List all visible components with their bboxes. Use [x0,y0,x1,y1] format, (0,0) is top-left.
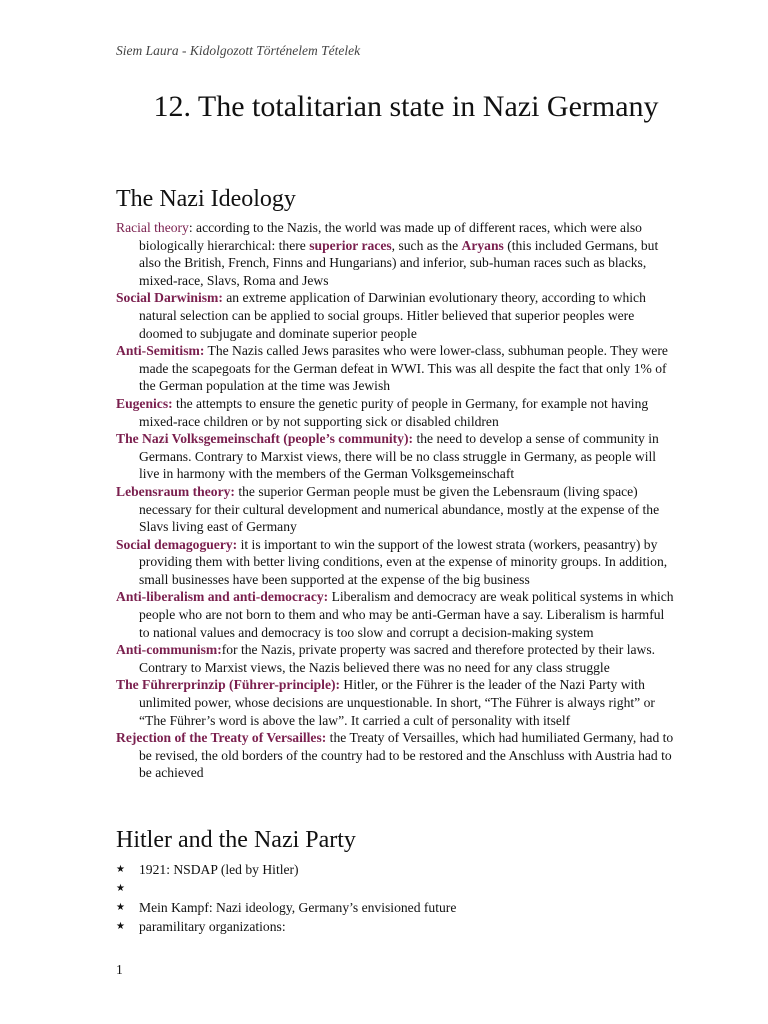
running-header: Siem Laura - Kidolgozott Történelem Tételek [116,43,361,58]
page-number: 1 [116,962,123,977]
term-label: Anti-communism: [116,642,222,658]
term-text: The Nazis called Jews parasites who were lower-class, subhuman people. They were made the scapegoats for the German defeat in WWI. This was all despite the fact that only 1% of the German population at the time was Jewish [139,343,668,394]
ideology-term-list [116,219,676,782]
term-label: Social Darwinism: [116,290,223,306]
term-social-demagoguery [116,536,676,589]
star-icon: ★ [116,921,125,932]
term-label: Rejection of the Treaty of Versailles: [116,730,327,746]
term-text: the need to develop a sense of community in Germans. Contrary to Marxist views, there will be no class struggle in Germany, as people will live in harmony with the members of the German Volksgemeinschaft [139,431,659,482]
list-item-text: paramilitary organizations: [139,919,286,934]
term-versailles [116,729,676,782]
term-label: The Nazi Volksgemeinschaft (people’s community): [116,431,414,447]
term-text: the superior German people must be given the Lebensraum (living space) necessary for their cultural development and numerical abundance, mostly at the expense of the Slavs living east of Germany [139,483,660,535]
term-label: Racial theory [116,220,189,235]
section-heading-ideology: The Nazi Ideology [116,186,296,212]
term-fuhrerprinzip [116,676,676,729]
star-icon: ★ [116,864,125,875]
term-label: Lebensraum theory: [116,483,235,499]
list-item-text: 1921: NSDAP (led by Hitler) [139,862,299,877]
term-eugenics [116,395,676,430]
term-anti-semitism [116,342,676,395]
term-label: Anti-liberalism and anti-democracy: [116,589,329,605]
term-label: Social demagoguery: [116,536,238,552]
term-text: the attempts to ensure the genetic purity of people in Germany, for example not having mixed-race children or by not supporting sick or disabled children [139,395,649,429]
term-lebensraum [116,483,676,536]
term-volksgemeinschaft [116,430,676,483]
term-racial-theory [116,219,676,289]
highlight-aryans: Aryans [461,237,504,253]
term-text: for the Nazis, private property was sacred and therefore protected by their laws. Contrary to Marxist views, the Nazis believed there was no need for any class struggle [139,642,656,675]
term-text: an extreme application of Darwinian evolutionary theory, according to which natural selection can be applied to social groups. Hitler believed that superior peoples were doomed to subjugate and dominate superior people [139,290,646,341]
nazi-party-bullet-list [116,860,676,936]
list-item [116,879,676,898]
page-title: 12. The totalitarian state in Nazi Germany [153,90,659,123]
term-anti-liberalism [116,588,676,641]
term-text: Liberalism and democracy are weak political systems in which people who are not born to them and who may be anti-German have a say. Liberalism is harmful to national values and democracy is too slow and corrupt a decision-making system [139,589,674,640]
list-item [116,898,676,917]
term-text: it is important to win the support of the lowest strata (workers, peasantry) by providing them with better living conditions, even at the expense of minority groups. In addition, small businesses have been supported at the expense of the big business [139,536,668,587]
term-text: Hitler, or the Führer is the leader of the Nazi Party with unlimited power, whose decisions are unquestionable. In short, “The Führer is always right” or “The Führer’s word is above the law”. It carried a cult of personality with itself [139,677,655,728]
term-text: : according to the Nazis, the world was made up of different races, which were also biologically hierarchical: there [139,220,642,253]
term-text: , such as the [391,237,462,253]
list-item-text: Mein Kampf: Nazi ideology, Germany’s envisioned future [139,900,457,915]
list-item [116,917,676,936]
term-social-darwinism [116,289,676,342]
list-item [116,860,676,879]
star-icon: ★ [116,902,125,913]
term-label: The Führerprinzip (Führer-principle): [116,677,341,693]
term-text: the Treaty of Versailles, which had humiliated Germany, had to be revised, the old borders of the country had to be restored and the Anschluss with Austria had to be achieved [139,730,674,781]
section-heading-nazi-party: Hitler and the Nazi Party [116,827,356,853]
star-icon: ★ [116,883,125,894]
term-anti-communism [116,641,676,676]
highlight-superior-races: superior races [309,237,392,253]
term-label: Eugenics: [116,395,173,411]
term-label: Anti-Semitism: [116,343,205,359]
term-text: (this included Germans, but also the British, French, Finns and Hungarians) and inferior, sub-human races such as blacks, mixed-race, Slavs, Roma and Jews [139,237,659,288]
